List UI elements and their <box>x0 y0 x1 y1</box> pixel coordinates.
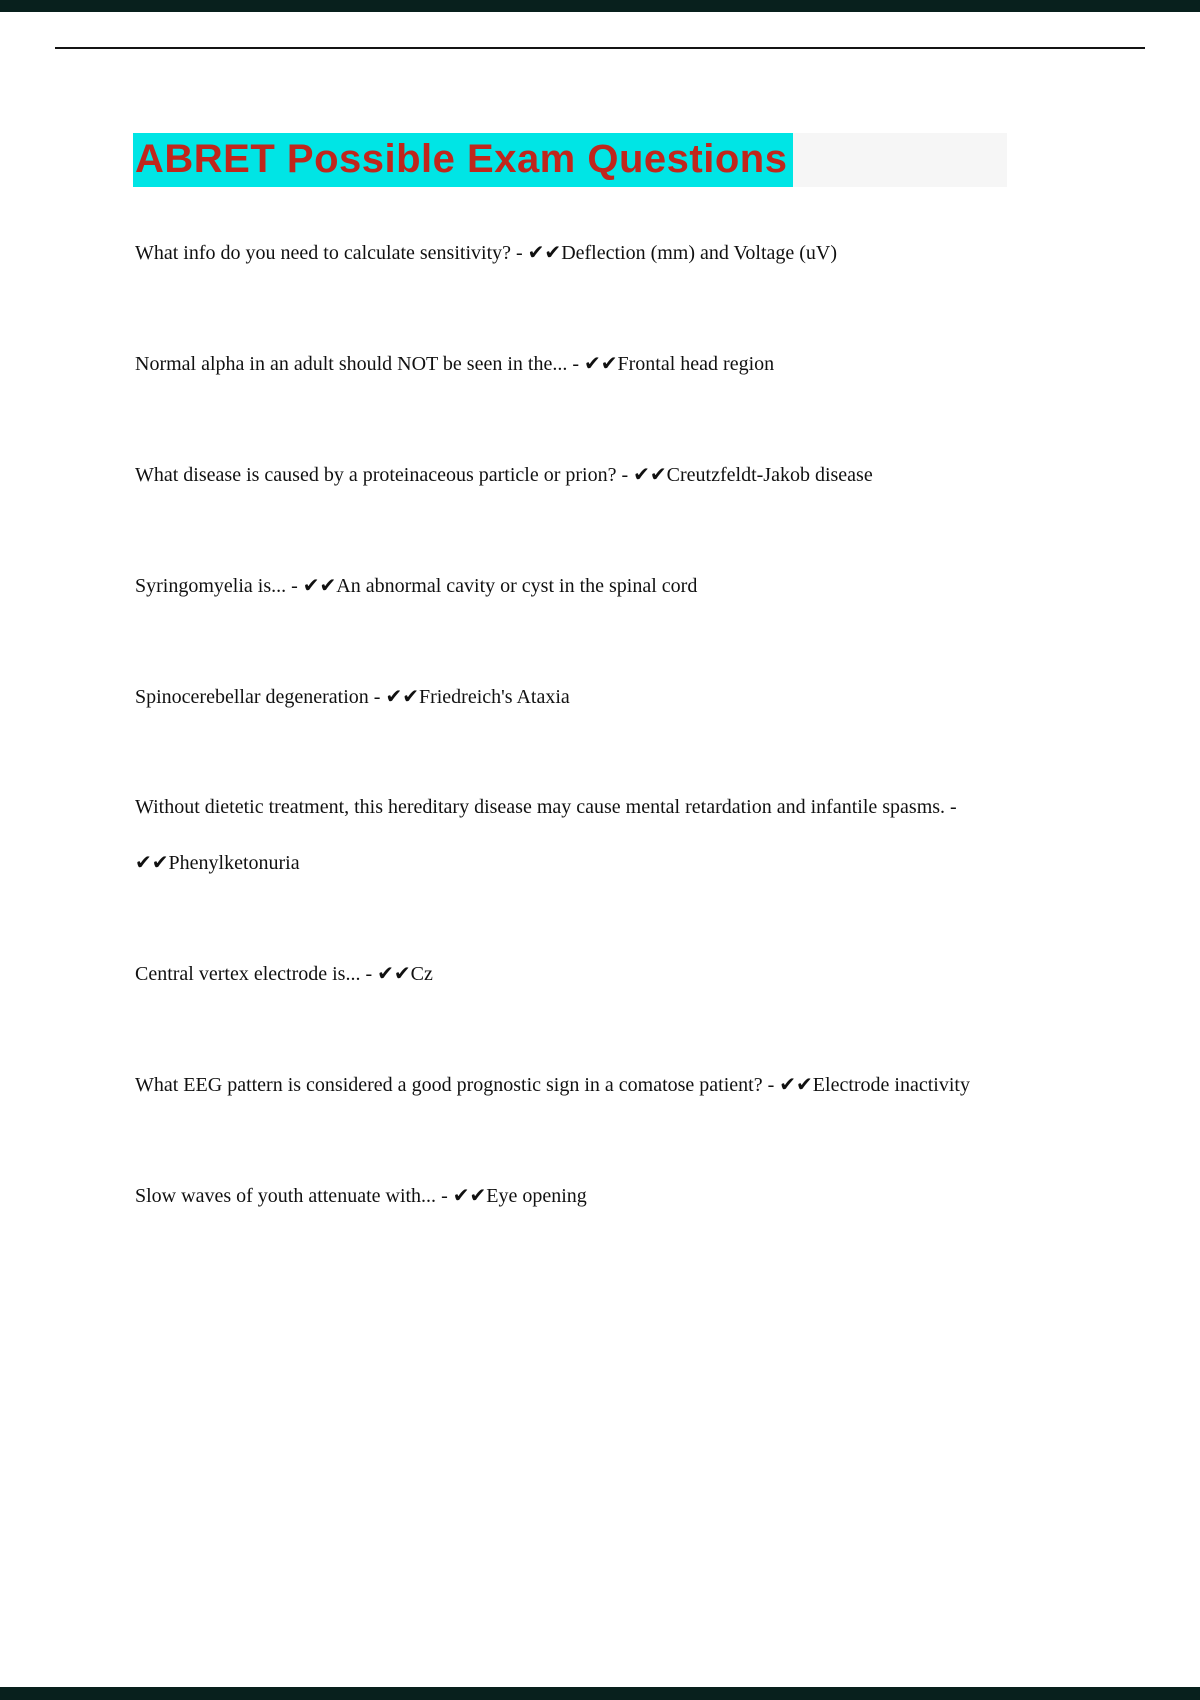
top-border-bar <box>0 0 1200 12</box>
separator: - <box>286 575 303 597</box>
qa-item <box>135 1057 1015 1113</box>
answer-text: Creutzfeldt-Jakob disease <box>666 464 873 486</box>
checkmarks-icon: ✔✔ <box>527 240 562 264</box>
checkmarks-icon: ✔✔ <box>584 351 618 375</box>
question-text: What EEG pattern is considered a good prognostic sign in a comatose patient? <box>135 1074 763 1096</box>
question-text: Central vertex electrode is... <box>135 963 361 985</box>
separator: - <box>511 242 528 264</box>
answer-text: Phenylketonuria <box>168 852 300 874</box>
qa-item <box>135 225 1015 281</box>
question-text: Slow waves of youth attenuate with... <box>135 1185 437 1207</box>
qa-item <box>135 558 1015 614</box>
separator: - <box>436 1185 453 1207</box>
answer-text: Cz <box>410 963 433 985</box>
answer-text: Friedreich's Ataxia <box>418 686 570 708</box>
question-text: Without dietetic treatment, this hereditary disease may cause mental retardation and infantile spasms. <box>135 796 946 818</box>
qa-item <box>135 1168 1015 1224</box>
bottom-border-bar <box>0 1687 1200 1700</box>
qa-item <box>135 669 1015 725</box>
question-text: What disease is caused by a proteinaceous particle or prion? <box>135 464 617 486</box>
question-text: What info do you need to calculate sensitivity? <box>135 242 511 264</box>
qa-item <box>135 336 1015 392</box>
separator: - <box>360 963 378 985</box>
header-divider-line <box>55 47 1145 49</box>
checkmarks-icon: ✔✔ <box>779 1072 813 1096</box>
answer-text: Eye opening <box>486 1185 587 1207</box>
question-text: Normal alpha in an adult should NOT be seen in the... <box>135 353 568 375</box>
qa-item <box>135 946 1015 1002</box>
answer-text: Electrode inactivity <box>812 1074 970 1096</box>
checkmarks-icon: ✔✔ <box>302 573 337 597</box>
answer-text: Deflection (mm) and Voltage (uV) <box>561 242 838 264</box>
separator: - <box>368 686 386 708</box>
answer-text: An abnormal cavity or cyst in the spinal cord <box>336 575 698 597</box>
qa-item <box>135 447 1015 503</box>
separator: - <box>762 1074 780 1096</box>
answer-text: Frontal head region <box>617 353 775 375</box>
qa-list <box>135 225 1015 1279</box>
checkmarks-icon: ✔✔ <box>377 961 411 985</box>
page-title: ABRET Possible Exam Questions <box>133 133 793 187</box>
checkmarks-icon: ✔✔ <box>633 462 667 486</box>
checkmarks-icon: ✔✔ <box>385 684 419 708</box>
qa-item <box>135 780 1015 891</box>
title-band <box>133 133 1007 187</box>
separator: - <box>616 464 634 486</box>
separator: - <box>945 796 957 818</box>
checkmarks-icon: ✔✔ <box>452 1183 487 1207</box>
question-text: Spinocerebellar degeneration <box>135 686 369 708</box>
checkmarks-icon: ✔✔ <box>135 850 169 874</box>
separator: - <box>567 353 584 375</box>
question-text: Syringomyelia is... <box>135 575 287 597</box>
